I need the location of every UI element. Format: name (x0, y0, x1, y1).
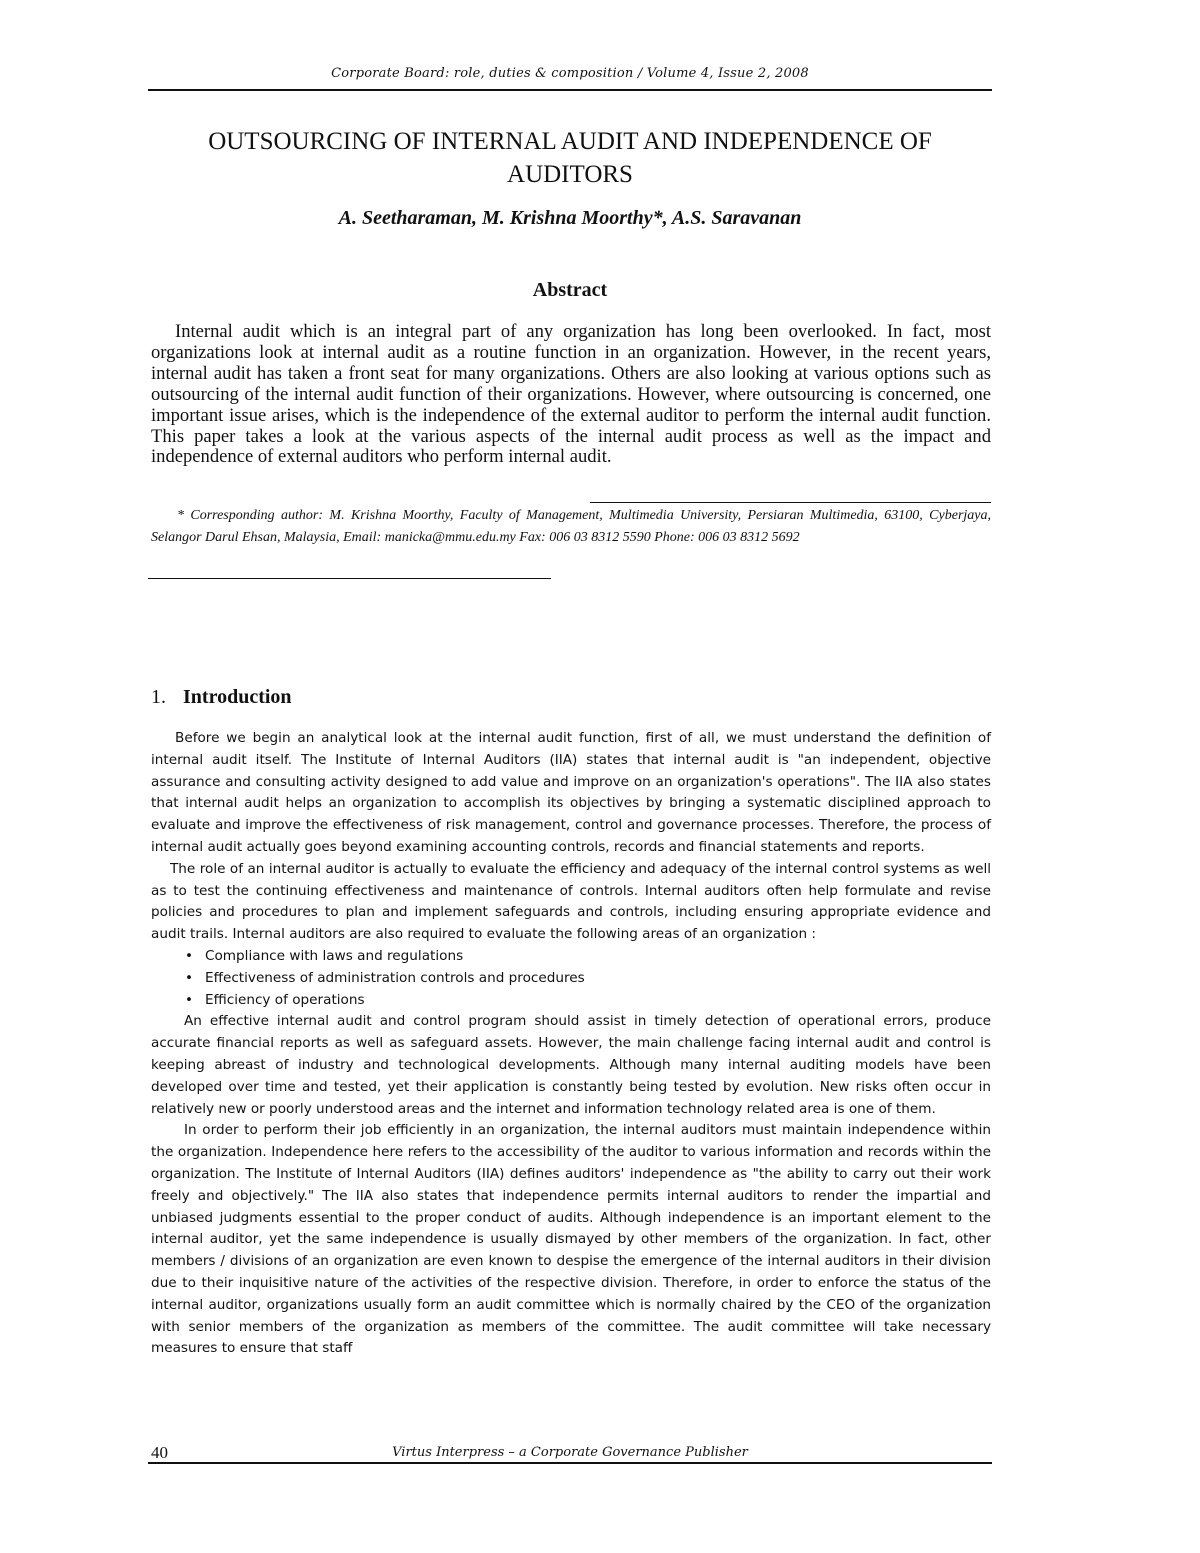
footer-rule (148, 1462, 992, 1464)
body-paragraph: An effective internal audit and control program should assist in timely detection of operational errors, produce accurate financial reports as well as safeguard assets. However, the main challenge facing internal audit and control is keeping abreast of industry and technological developments. Although many internal auditing models have been developed over time and tested, yet their application is constantly being tested by evolution. New risks often occur in relatively new or poorly understood areas and the internet and information technology related area is one of them. (151, 1013, 991, 1117)
body-paragraph: In order to perform their job efficiently in an organization, the internal auditors must maintain independence within the organization. Independence here refers to the accessibility of the auditor to various information and records within the organization. The Institute of Internal Auditors (IIA) defines auditors' independence as "the ability to carry out their work freely and objectively." The IIA also states that independence permits internal auditors to render the impartial and unbiased judgments essential to the proper conduct of audits. Although independence is an important element to the internal auditor, yet the same independence is usually dismayed by other members of the organization. In fact, other members / divisions of an organization are even known to despise the emergence of the internal auditors in their division due to their inquisitive nature of the activities of the respective division. Therefore, in order to enforce the status of the internal auditor, organizations usually form an audit committee which is normally chaired by the CEO of the organization with senior members of the organization as members of the committee. The audit committee will take necessary measures to ensure that staff (151, 1122, 991, 1357)
running-head: Corporate Board: role, duties & composition / Volume 4, Issue 2, 2008 (331, 66, 809, 81)
list-item-text: Efficiency of operations (205, 991, 365, 1008)
section-number: 1. (151, 686, 166, 708)
body-text (151, 728, 991, 1360)
bullet-icon: • (185, 969, 194, 986)
page-number: 40 (151, 1443, 168, 1462)
body-paragraph: The role of an internal auditor is actually to evaluate the efficiency and adequacy of the internal control systems as well as to test the continuing effectiveness and maintenance of controls. Internal auditors often help formulate and revise policies and procedures to plan and implement safeguards and controls, including ensuring appropriate evidence and audit trails. Internal auditors are also required to evaluate the following areas of an organization : (151, 860, 991, 943)
article-authors: A. Seetharaman, M. Krishna Moorthy*, A.S. Saravanan (338, 207, 802, 229)
bullet-icon: • (185, 947, 194, 964)
footnote-rule-top (590, 502, 991, 503)
list-item-text: Compliance with laws and regulations (205, 947, 464, 964)
list-item (185, 968, 991, 990)
bullet-list (151, 946, 991, 1011)
list-item-text: Effectiveness of administration controls and procedures (205, 969, 585, 986)
running-foot: Virtus Interpress – a Corporate Governance Publisher (392, 1445, 748, 1460)
section-title: Introduction (183, 686, 292, 708)
article-title: OUTSOURCING OF INTERNAL AUDIT AND INDEPENDENCE OF AUDITORS (208, 128, 932, 188)
list-item (185, 946, 991, 968)
footnote-rule-bottom (148, 578, 551, 579)
body-paragraph: Before we begin an analytical look at the internal audit function, first of all, we must understand the definition of internal audit itself. The Institute of Internal Auditors (IIA) states that internal audit is "an independent, objective assurance and consulting activity designed to add value and improve on an organization's operations". The IIA also states that internal audit helps an organization to accomplish its objectives by bringing a systematic disciplined approach to evaluate and improve the effectiveness of risk management, control and governance processes. Therefore, the process of internal audit actually goes beyond examining accounting controls, records and financial statements and reports. (151, 730, 991, 855)
section-heading (151, 684, 751, 710)
corresponding-author-footnote: * Corresponding author: M. Krishna Moorthy, Faculty of Management, Multimedia University, Persiaran Multimedia, 63100, Cyberjaya, Selangor Darul Ehsan, Malaysia, Email: manicka@mmu.edu.my Fax: 006 03 8312 5590 Phone: 006 03 8312 5692 (151, 508, 991, 545)
header-rule (148, 89, 992, 91)
bullet-icon: • (185, 991, 194, 1008)
abstract-text: Internal audit which is an integral part of any organization has long been overlooked. In fact, most organizations look at internal audit as a routine function in an organization. However, in the recent years, internal audit has taken a front seat for many organizations. Others are also looking at various options such as outsourcing of the internal audit function of their organizations. However, where outsourcing is concerned, one important issue arises, which is the independence of the external auditor to perform the internal audit function. This paper takes a look at the various aspects of the internal audit process as well as the impact and independence of external auditors who perform internal audit. (151, 321, 991, 468)
abstract-heading: Abstract (532, 279, 608, 301)
list-item (185, 990, 991, 1012)
